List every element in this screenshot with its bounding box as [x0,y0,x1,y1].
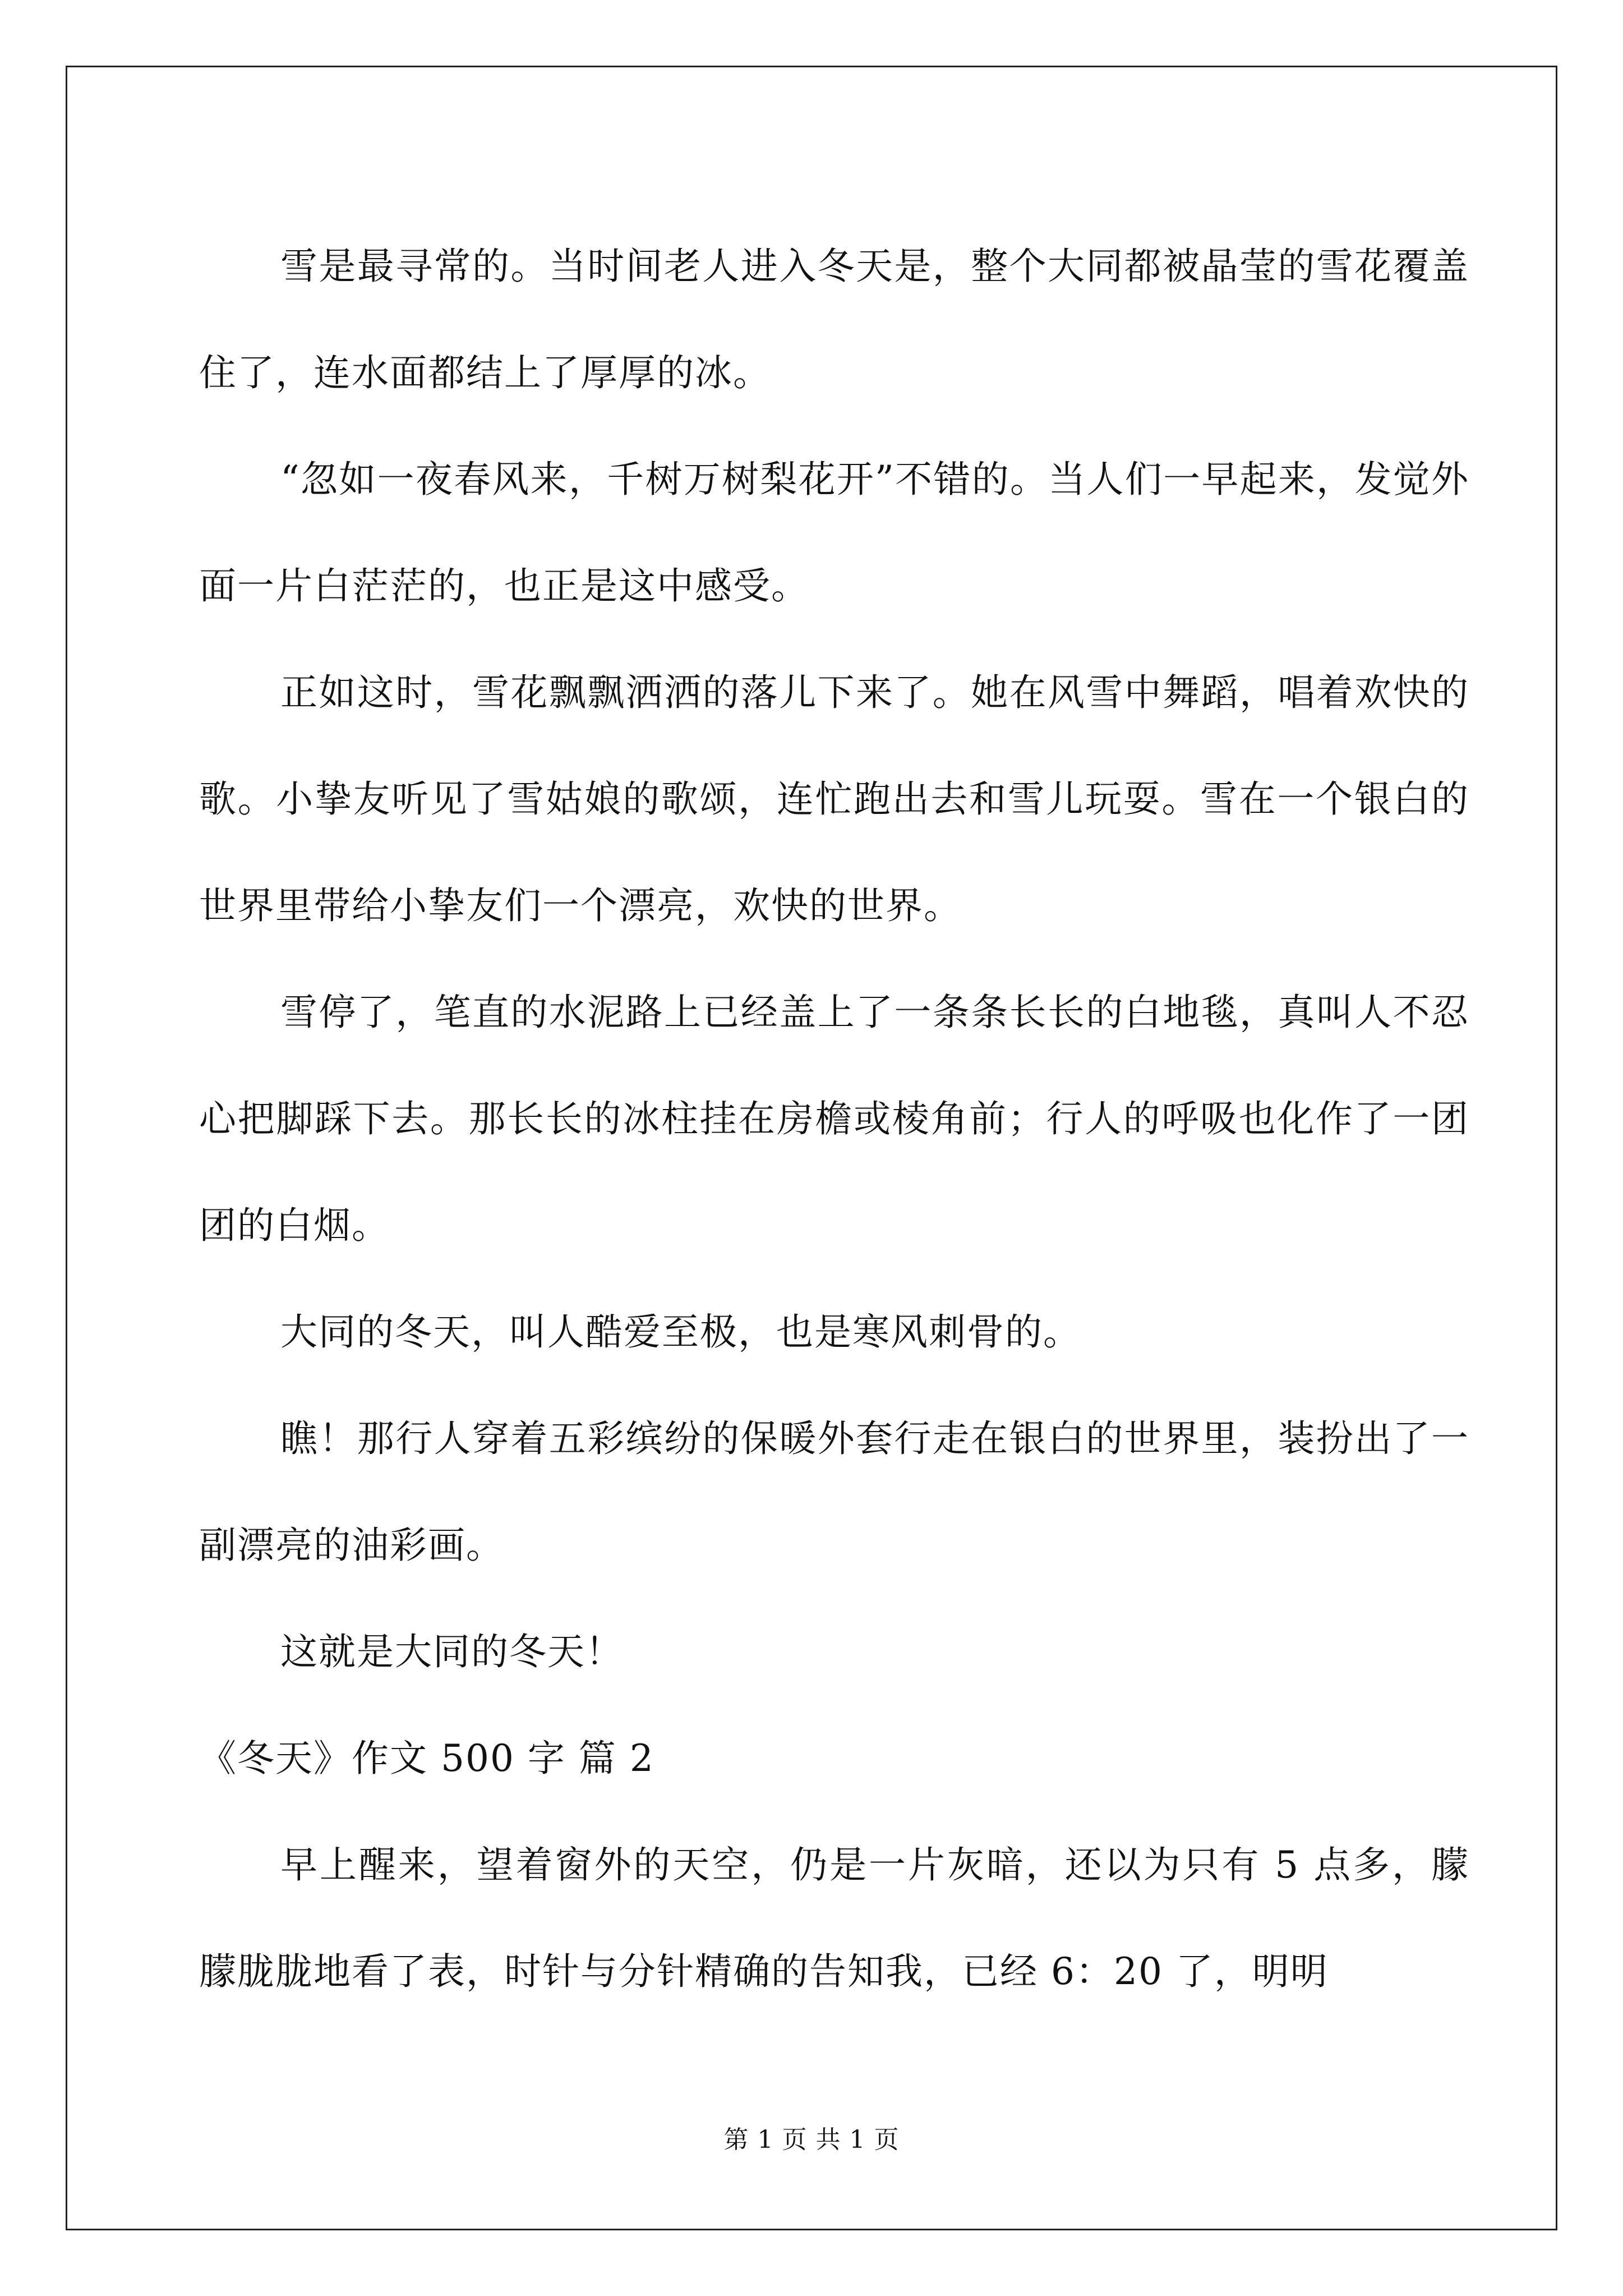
paragraph-7: 这就是大同的冬天！ [280,1630,624,1673]
document-body [199,213,1469,2025]
paragraph-5: 大同的冬天，叫人酷爱至极，也是寒风刺骨的。 [280,1310,1081,1354]
paragraph-3: 正如这时，雪花飘飘洒洒的落儿下来了。她在风雪中舞蹈，唱着欢快的歌。小挚友听见了雪姑娘的歌颂，连忙跑出去和雪儿玩耍。雪在一个银白的世界里带给小挚友们一个漂亮，欢快的世界。 [199,671,1469,927]
page-footer: 第 1 页 共 1 页 [723,2125,900,2154]
paragraph-4: 雪停了，笔直的水泥路上已经盖上了一条条长长的白地毯，真叫人不忍心把脚踩下去。那长长的冰柱挂在房檐或棱角前；行人的呼吸也化作了一团团的白烟。 [199,991,1469,1247]
paragraph-6: 瞧！那行人穿着五彩缤纷的保暖外套行走在银白的世界里，装扮出了一副漂亮的油彩画。 [199,1417,1469,1567]
paragraph-1: 雪是最寻常的。当时间老人进入冬天是，整个大同都被晶莹的雪花覆盖住了，连水面都结上了厚厚的冰。 [199,245,1469,394]
paragraph-8: 早上醒来，望着窗外的天空，仍是一片灰暗，还以为只有 5 点多，朦朦胧胧地看了表，时针与分针精确的告知我，已经 6：20 了，明明 [199,1843,1469,1993]
section-heading: 《冬天》作文 500 字 篇 2 [199,1737,654,1780]
paragraph-2: “忽如一夜春风来，千树万树梨花开”不错的。当人们一早起来，发觉外面一片白茫茫的，也正是这中感受。 [199,458,1469,608]
